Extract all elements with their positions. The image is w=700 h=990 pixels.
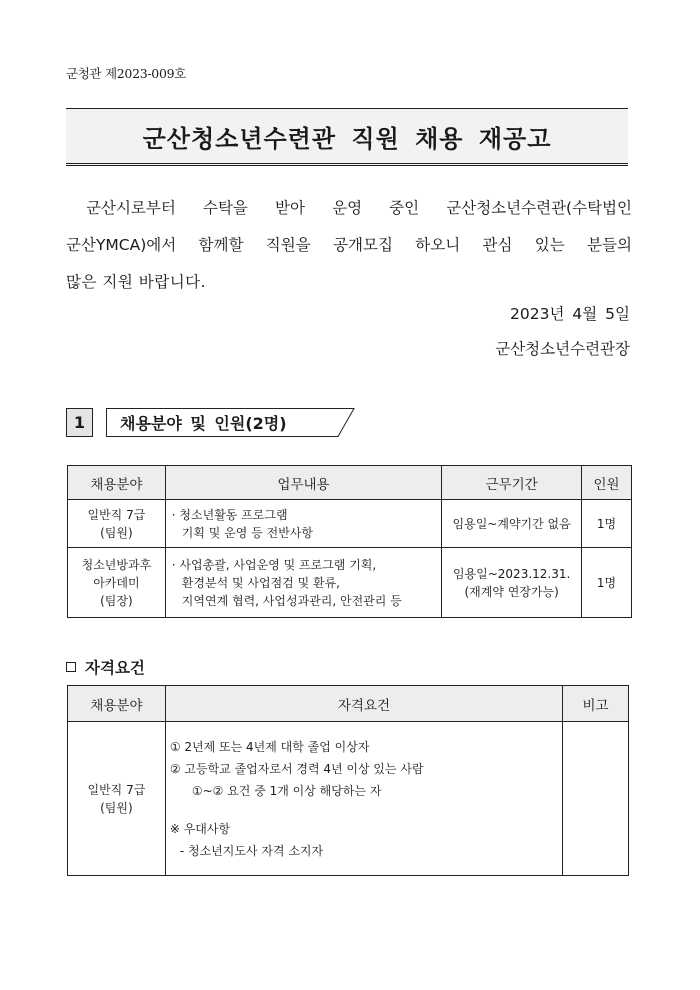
- preference-item: - 청소년지도사 자격 소지자: [179, 844, 324, 858]
- duty-line: 환경분석 및 사업점검 및 환류,: [181, 575, 340, 590]
- section-title: 채용분야 및 인원(2명): [120, 414, 287, 433]
- table-header-row: [68, 686, 629, 722]
- requirements-cell: [165, 722, 562, 876]
- field-cell: [68, 548, 166, 618]
- field-cell: [68, 500, 166, 548]
- period-cell: [442, 500, 582, 548]
- header-cell: 자격요건: [165, 686, 562, 722]
- remark-cell: [563, 722, 629, 876]
- header-cell: 채용분야: [68, 466, 166, 500]
- table-row: [68, 722, 629, 876]
- header-cell: 인원: [582, 466, 632, 500]
- intro-line: 많은 지원 바랍니다.: [66, 273, 207, 291]
- requirement-item: ① 2년제 또는 4년제 대학 졸업 이상자: [169, 740, 370, 754]
- table-header-row: [68, 466, 632, 500]
- header-cell: 근무기간: [442, 466, 582, 500]
- field-line: 아카데미: [93, 575, 140, 590]
- intro-paragraph: [66, 190, 632, 301]
- field-line: (팀장): [100, 593, 133, 608]
- section-2-title: 자격요건: [85, 659, 145, 677]
- header-cell: 업무내용: [165, 466, 441, 500]
- duty-line: 지역연계 협력, 사업성과관리, 안전관리 등: [181, 593, 402, 608]
- page-title: 군산청소년수련관 직원 채용 재공고: [142, 124, 552, 153]
- table-row: [68, 500, 632, 548]
- requirement-note: ①~② 요건 중 1개 이상 해당하는 자: [191, 784, 382, 798]
- field-cell: [68, 722, 166, 876]
- count-cell: 1명: [582, 548, 632, 618]
- count-cell: 1명: [582, 500, 632, 548]
- section-number-badge: 1: [66, 408, 93, 437]
- title-banner: [66, 108, 628, 166]
- document-number: 군청관 제2023-009호: [66, 66, 187, 81]
- duty-line: 기획 및 운영 등 전반사항: [181, 525, 313, 540]
- table-row: [68, 548, 632, 618]
- section-2-heading: [66, 656, 145, 678]
- duty-line: · 사업총괄, 사업운영 및 프로그램 기획,: [171, 557, 377, 572]
- header-cell: 비고: [563, 686, 629, 722]
- period-cell: [442, 548, 582, 618]
- field-line: 일반직 7급: [87, 782, 146, 797]
- header-cell: 채용분야: [68, 686, 166, 722]
- field-line: 청소년방과후: [81, 557, 152, 572]
- field-line: (팀원): [100, 800, 133, 815]
- square-bullet-icon: [66, 662, 76, 672]
- recruitment-table: [67, 465, 632, 618]
- intro-line: 군산YMCA)에서 함께할 직원을 공개모집 하오니 관심 있는 분들의: [66, 236, 632, 254]
- period-line: (재계약 연장가능): [464, 584, 559, 599]
- duty-line: · 청소년활동 프로그램: [171, 507, 288, 522]
- qualification-table: [67, 685, 629, 876]
- issuer-name: 군산청소년수련관장: [495, 340, 630, 358]
- duties-cell: [165, 500, 441, 548]
- duties-cell: [165, 548, 441, 618]
- spacer: [170, 802, 562, 818]
- section-title-box: [106, 408, 356, 437]
- intro-line: 군산시로부터 수탁을 받아 운영 중인 군산청소년수련관(수탁법인: [86, 199, 632, 217]
- field-line: (팀원): [100, 525, 133, 540]
- requirement-item: ② 고등학교 졸업자로서 경력 4년 이상 있는 사람: [169, 762, 424, 776]
- announcement-date: 2023년 4월 5일: [510, 305, 630, 323]
- period-line: 임용일~2023.12.31.: [452, 566, 571, 581]
- period-line: 임용일~계약기간 없음: [452, 516, 571, 531]
- field-line: 일반직 7급: [87, 507, 146, 522]
- preference-title: ※ 우대사항: [169, 822, 231, 836]
- section-1-heading: [66, 408, 366, 437]
